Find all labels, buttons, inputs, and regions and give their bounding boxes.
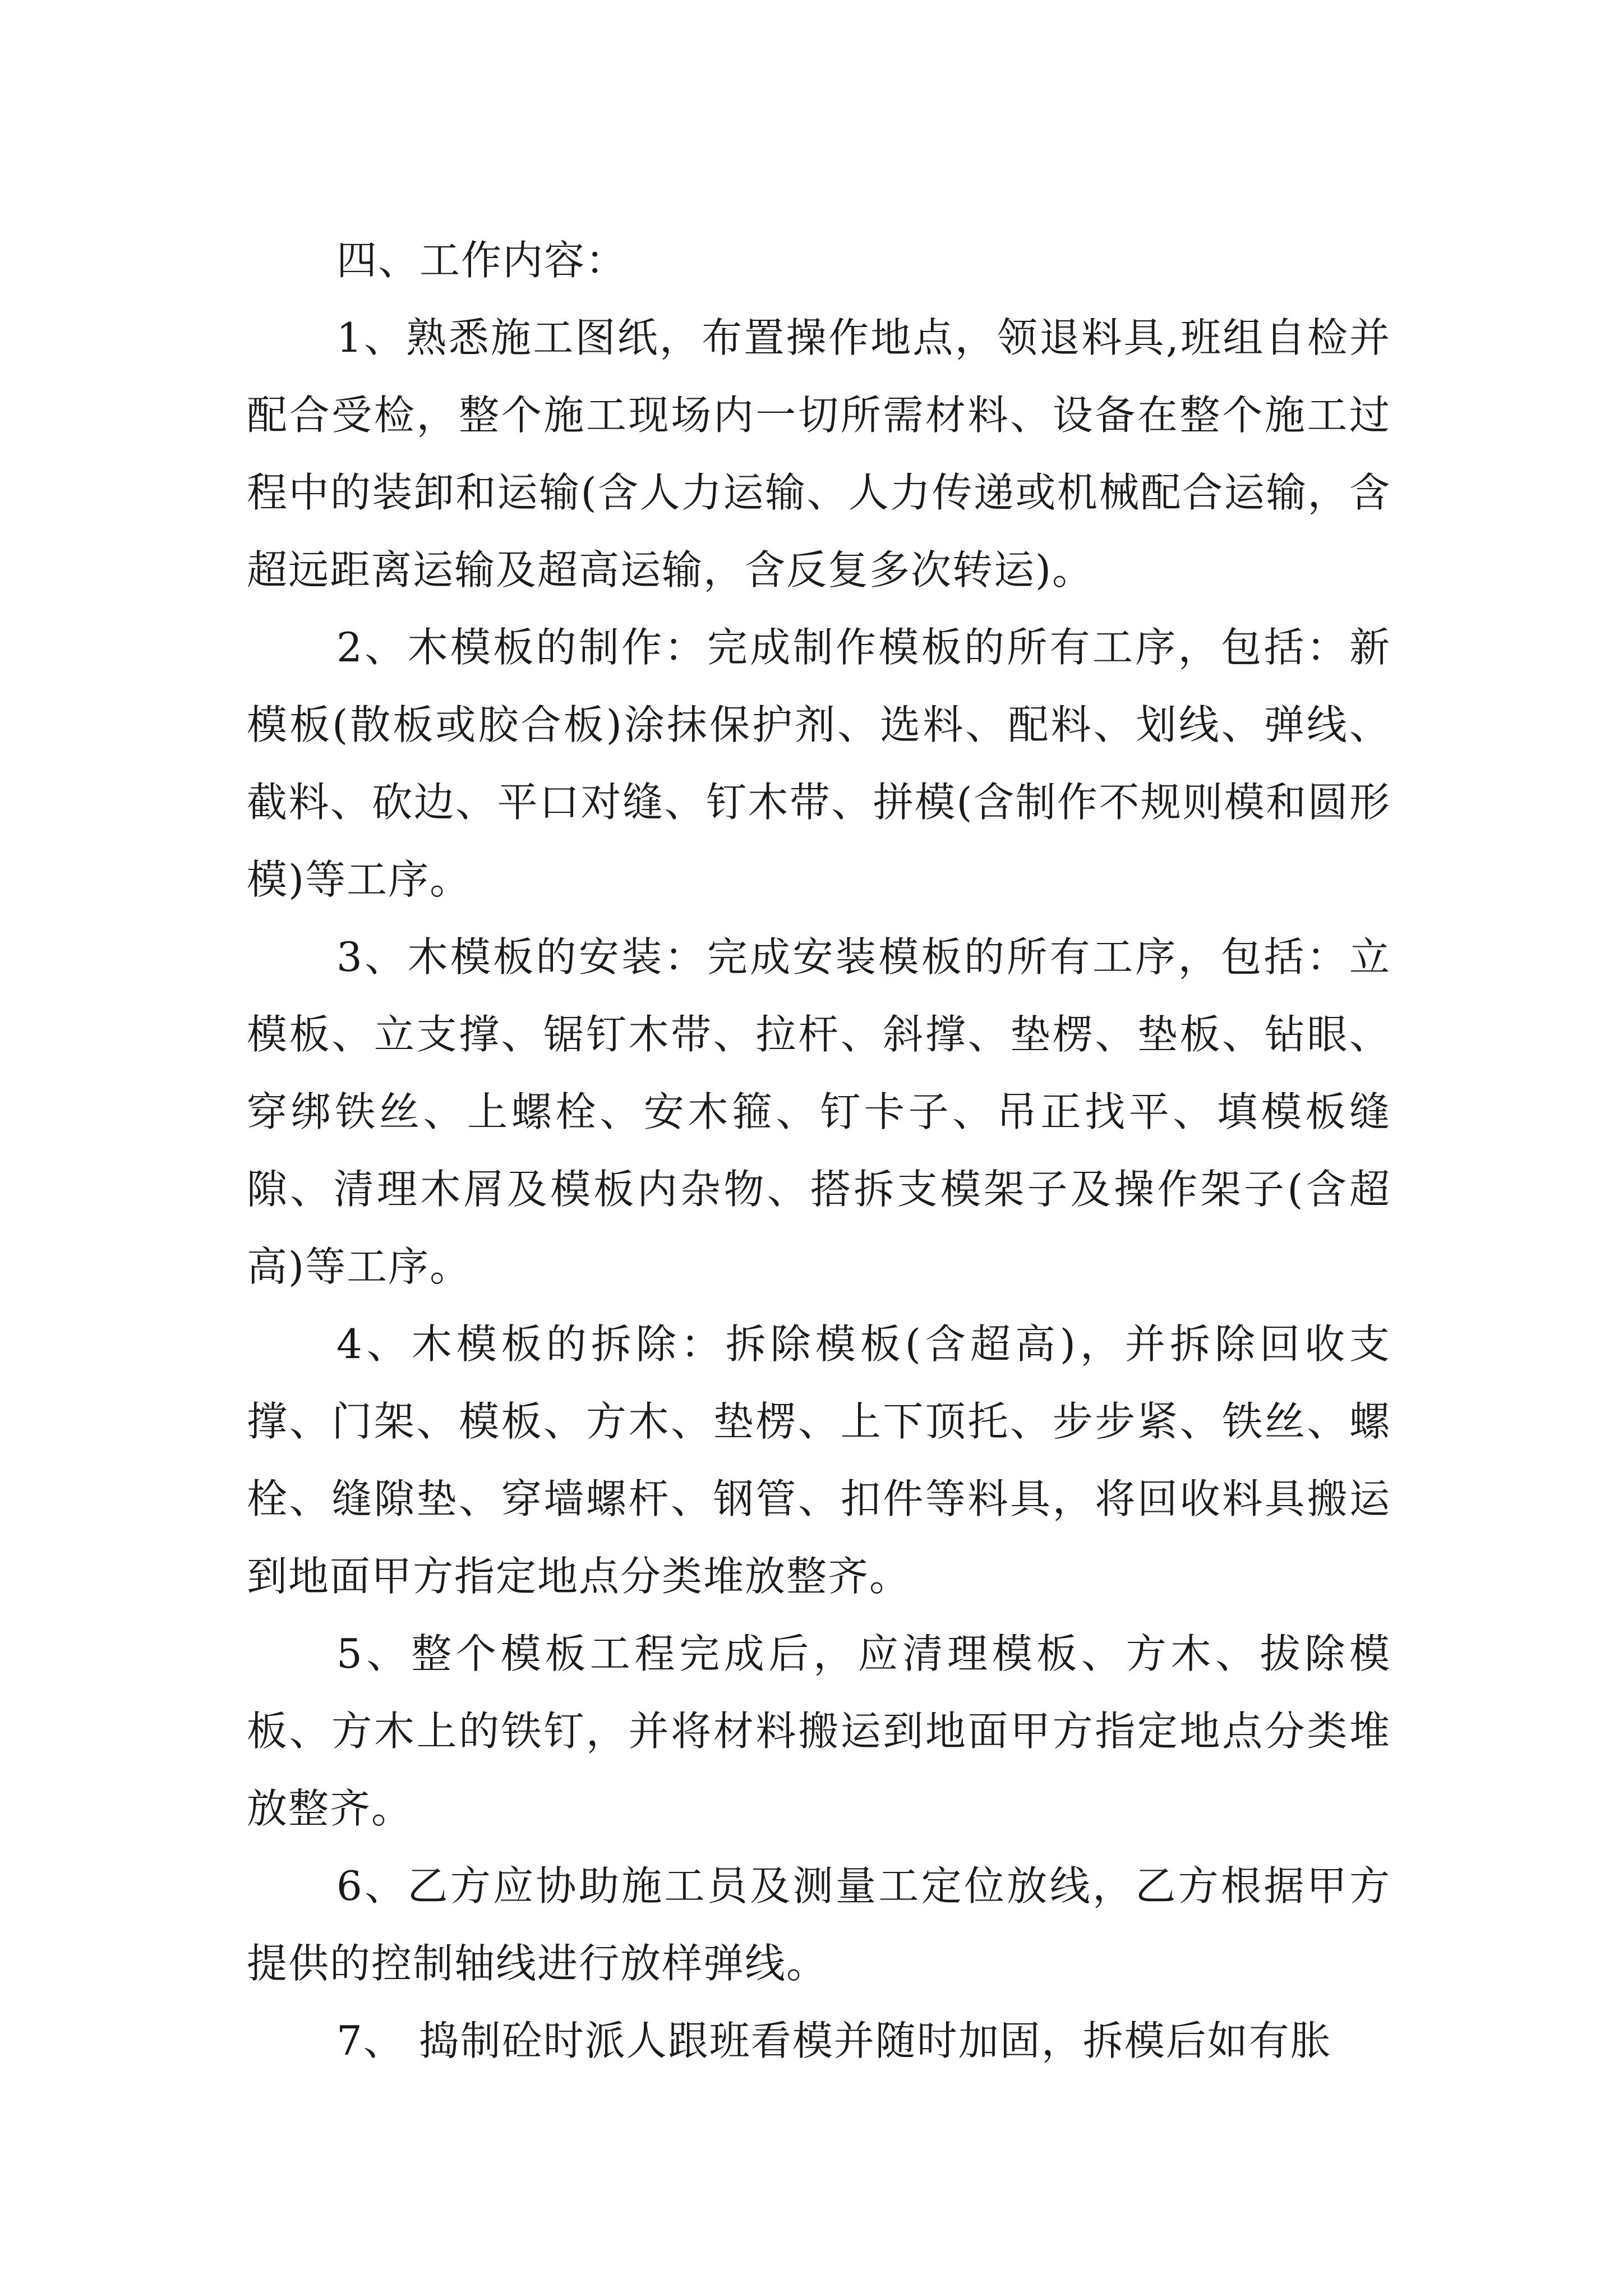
paragraph-6: 6、乙方应协助施工员及测量工定位放线，乙方根据甲方提供的控制轴线进行放样弹线。 — [247, 1862, 1391, 1987]
section-heading: 四、工作内容： — [336, 237, 628, 284]
paragraph-5: 5、整个模板工程完成后，应清理模板、方木、拔除模板、方木上的铁钉，并将材料搬运到地面甲方指定地点分类堆放整齐。 — [247, 1630, 1391, 1832]
paragraph-4: 4、木模板的拆除：拆除模板(含超高)，并拆除回收支撑、门架、模板、方木、垫楞、上下顶托、步步紧、铁丝、螺栓、缝隙垫、穿墙螺杆、钢管、扣件等料具，将回收料具搬运到地面甲方指定地点分类堆放整齐。 — [247, 1320, 1391, 1600]
document-body — [247, 222, 1391, 2079]
paragraph-7: 7、 捣制砼时派人跟班看模并随时加固，拆模后如有胀 — [336, 2017, 1332, 2064]
paragraph-3: 3、木模板的安装：完成安装模板的所有工序，包括：立模板、立支撑、锯钉木带、拉杆、斜撑、垫楞、垫板、钻眼、穿绑铁丝、上螺栓、安木箍、钉卡子、吊正找平、填模板缝隙、清理木屑及模板内杂物、搭拆支模架子及操作架子(含超高)等工序。 — [247, 933, 1391, 1290]
paragraph-1: 1、熟悉施工图纸，布置操作地点，领退料具,班组自检并配合受检，整个施工现场内一切所需材料、设备在整个施工过程中的装卸和运输(含人力运输、人力传递或机械配合运输，含超远距离运输及超高运输，含反复多次转运)。 — [247, 314, 1391, 593]
paragraph-2: 2、木模板的制作：完成制作模板的所有工序，包括：新模板(散板或胶合板)涂抹保护剂、选料、配料、划线、弹线、截料、砍边、平口对缝、钉木带、拼模(含制作不规则模和圆形模)等工序。 — [247, 624, 1391, 903]
